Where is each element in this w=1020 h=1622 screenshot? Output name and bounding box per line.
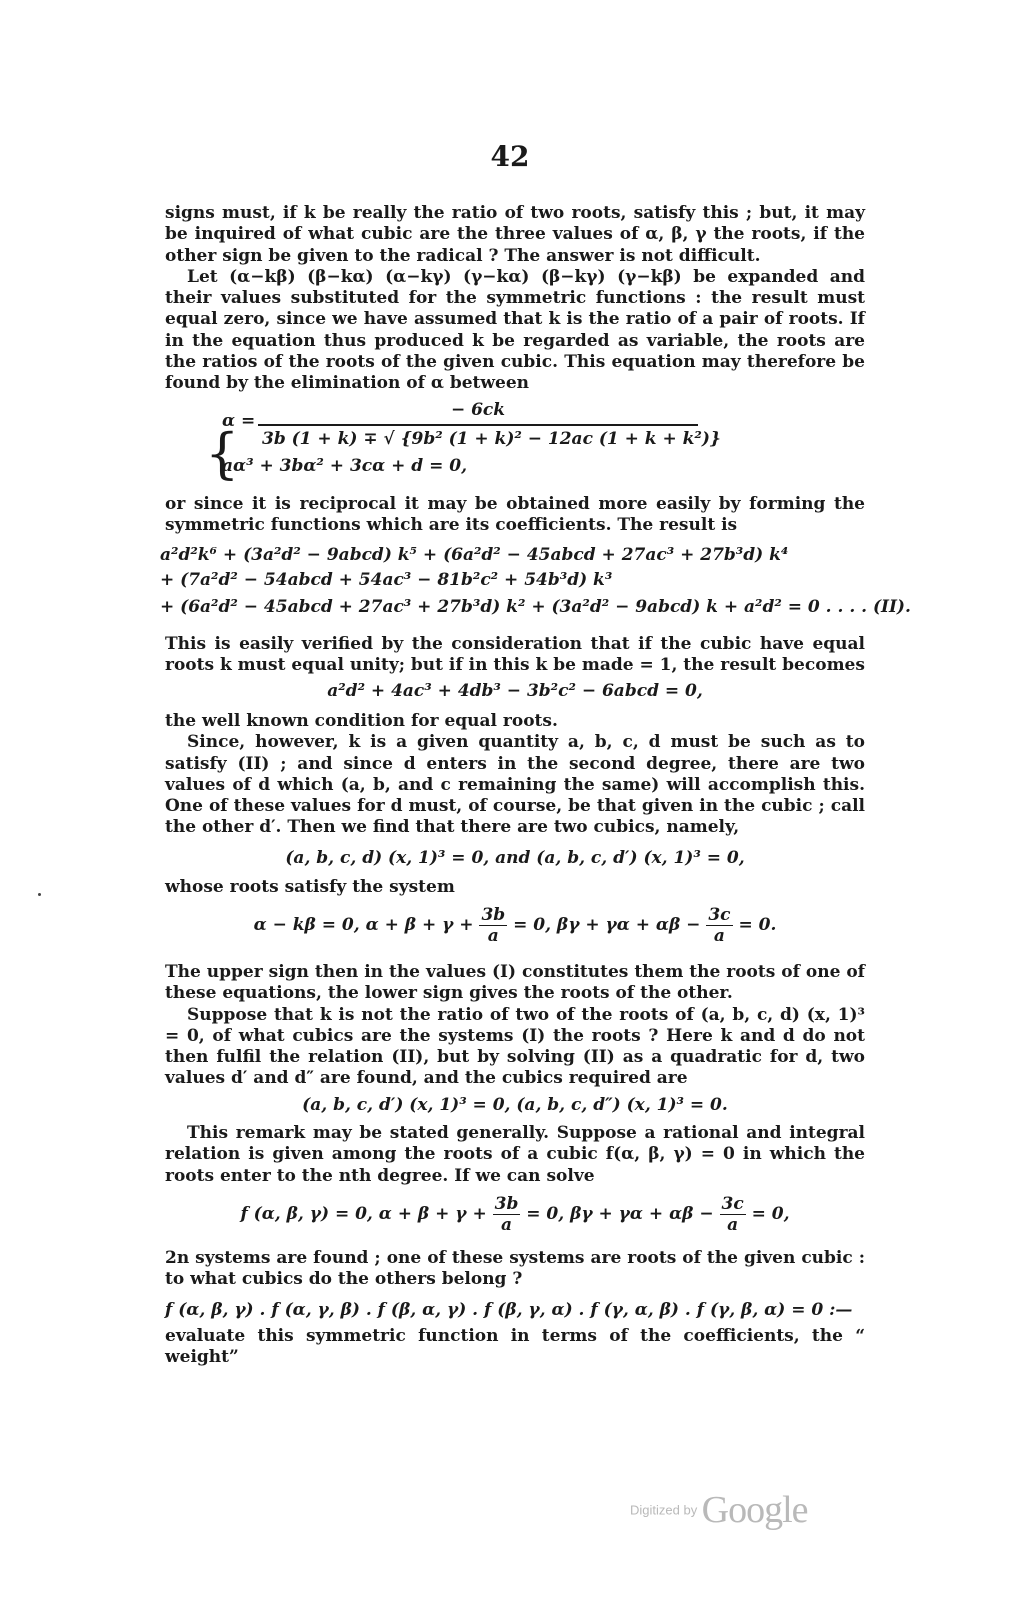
system-numerator: − 6ck — [450, 400, 506, 420]
fraction-numerator: 3c — [721, 1194, 744, 1214]
paragraph-text: This is easily verified by the consideration that if the cubic have equal roots k must equal unity; but if in this k be made = 1, the result becomes — [165, 634, 865, 676]
fraction-bar — [258, 424, 698, 426]
paragraph-8 — [165, 962, 865, 1090]
paragraph-text: The upper sign then in the values (I) constitutes them the roots of one of these equations, the lower sign gives the roots of the other. — [165, 962, 865, 1004]
fraction-numerator: 3b — [494, 1194, 519, 1214]
fraction — [706, 905, 732, 946]
roots-system-equation — [165, 905, 865, 946]
fraction-numerator: 3c — [708, 905, 731, 925]
fraction-denominator: a — [727, 1215, 739, 1235]
google-logo: Google — [701, 1489, 808, 1531]
fraction-numerator: 3b — [481, 905, 506, 925]
paragraph-5 — [165, 711, 865, 839]
paragraph-12 — [165, 1326, 865, 1369]
equal-roots-equation: a²d² + 4ac³ + 4db³ − 3b²c² − 6abcd = 0, — [327, 681, 703, 701]
fraction-denominator: a — [487, 926, 499, 946]
system-cubic: aα³ + 3bα² + 3cα + d = 0, — [222, 456, 468, 476]
paragraph-text: 2n systems are found ; one of these systems are roots of the given cubic : to what cubics do the others belong ? — [165, 1248, 865, 1290]
digitized-watermark — [630, 1488, 808, 1532]
equation-part: f (α, β, γ) = 0, α + β + γ + — [240, 1204, 487, 1224]
fraction — [493, 1194, 521, 1235]
paragraph-text: This remark may be stated generally. Suppose a rational and integral relation is given among the roots of a cubic f(α, β, γ) = 0 in which the roots enter to the nth degree. If we can solve — [165, 1123, 865, 1186]
fraction-denominator: a — [500, 1215, 512, 1235]
fraction-denominator: a — [713, 926, 725, 946]
equation-part: α − kβ = 0, α + β + γ + — [253, 915, 474, 935]
paragraph-text: Let (α−kβ) (β−kα) (α−kγ) (γ−kα) (β−kγ) (γ−kβ) be expanded and their values substituted for the symmetric functions : the result must equal zero, since we have assumed that k is the ratio of a pair of roots. If in the equation thus produced k be regarded as variable, the roots are the ratios of the roots of the given cubic. This equation may therefore be found by the elimination of α between — [165, 266, 865, 394]
paragraph-text: Suppose that k is not the ratio of two of the roots of (a, b, c, d) (x, 1)³ = 0, of what cubics are the systems (I) the roots ? Here k and d do not then fulfil the relation (II), but by solving (II) as a quadratic for d, two values d′ and d″ are found, and the cubics required are — [165, 1004, 865, 1089]
equation-part: = 0. — [738, 915, 777, 935]
system-lhs: α = — [222, 411, 256, 431]
paragraph-1 — [165, 203, 865, 395]
paragraph-10 — [165, 1123, 865, 1187]
page-number: 42 — [490, 140, 530, 173]
fraction — [479, 905, 507, 946]
paragraph-text: the well known condition for equal roots. — [165, 711, 558, 731]
margin-speck — [38, 893, 41, 896]
paragraph-11 — [165, 1248, 865, 1291]
paragraph-7 — [165, 877, 865, 898]
equation-II-line-3: + (6a²d² − 45abcd + 27ac³ + 27b³d) k² + (3a²d² − 9abcd) k + a²d² = 0 . . . . (II). — [160, 597, 911, 617]
fraction — [720, 1194, 746, 1235]
equation-part: = 0, — [751, 1204, 790, 1224]
paragraph-text: Since, however, k is a given quantity a, b, c, d must be such as to satisfy (II) ; and since d enters in the second degree, there are two values of d which (a, b, and c remaining the same) will accomplish this. One of these values for d must, of course, be that given in the cubic ; call the other d′. Then we find that there are two cubics, namely, — [165, 732, 865, 838]
equation-part: = 0, βγ + γα + αβ − — [513, 915, 701, 935]
symmetric-product-equation: f (α, β, γ) . f (α, γ, β) . f (β, α, γ) . f (β, γ, α) . f (γ, α, β) . f (γ, β, α) = 0 :— — [165, 1300, 853, 1320]
watermark-prefix: Digitized by — [630, 1502, 698, 1518]
general-system-equation — [165, 1194, 865, 1235]
paragraph-text: signs must, if k be really the ratio of two roots, satisfy this ; but, it may be inquired of what cubic are the three values of α, β, γ the roots, if the other sign be given to the radical ? The answer is not difficult. — [165, 203, 865, 266]
equation-II-line-2: + (7a²d² − 54abcd + 54ac³ − 81b²c² + 54b³d) k³ — [160, 570, 613, 590]
equation-part: = 0, βγ + γα + αβ − — [526, 1204, 714, 1224]
required-cubics-equation: (a, b, c, d′) (x, 1)³ = 0, (a, b, c, d″) (x, 1)³ = 0. — [302, 1095, 728, 1115]
two-cubics-equation: (a, b, c, d) (x, 1)³ = 0, and (a, b, c, d′) (x, 1)³ = 0, — [285, 848, 745, 868]
paragraph-4 — [165, 634, 865, 677]
paragraph-text: whose roots satisfy the system — [165, 877, 455, 897]
paragraph-text: or since it is reciprocal it may be obtained more easily by forming the symmetric functions which are its coefficients. The result is — [165, 494, 865, 536]
paragraph-text: evaluate this symmetric function in terms of the coefficients, the “ weight” — [165, 1326, 865, 1368]
system-denominator: 3b (1 + k) ∓ √ {9b² (1 + k)² − 12ac (1 + k + k²)} — [262, 429, 721, 449]
left-brace: { — [205, 422, 240, 485]
paragraph-3 — [165, 494, 865, 537]
equation-II-line-1: a²d²k⁶ + (3a²d² − 9abcd) k⁵ + (6a²d² − 45abcd + 27ac³ + 27b³d) k⁴ — [160, 545, 789, 565]
